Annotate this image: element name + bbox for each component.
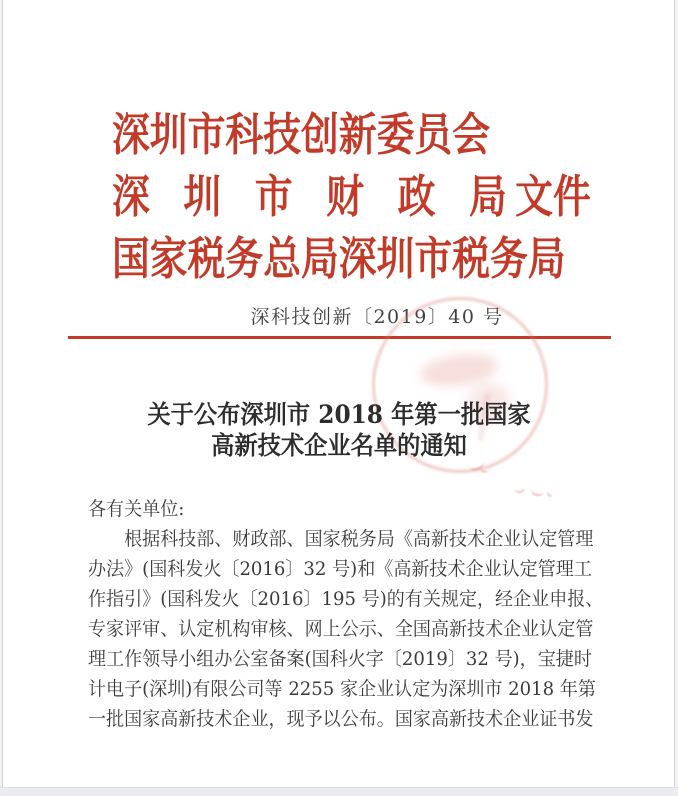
seal-ink-mark xyxy=(513,482,526,494)
body-line: 理工作领导小组办公室备案(国科火字〔2019〕32 号)，宝捷时 xyxy=(88,648,592,670)
agency-header xyxy=(112,104,591,290)
body-line: 一批国家高新技术企业，现予以公布。国家高新技术企业证书发 xyxy=(88,708,594,730)
body-line: 根据科技部、财政部、国家税务局《高新技术企业认定管理 xyxy=(124,528,594,550)
body-line: 办法》(国科发火〔2016〕32 号)和《高新技术企业认定管理工 xyxy=(88,558,592,580)
seal-smudge xyxy=(418,350,499,391)
header-suffix-wenjian: 文件 xyxy=(515,170,591,223)
salutation: 各有关单位: xyxy=(88,498,185,520)
header-line-1: 深圳市科技创新委员会 xyxy=(112,108,491,161)
body-line: 专家评审、认定机构审核、网上公示、全国高新技术企业认定管 xyxy=(88,618,594,640)
page-edge-left-line xyxy=(2,0,3,796)
document-number: 深科技创新〔2019〕40 号 xyxy=(250,306,504,328)
body-line: 作指引》(国科发火〔2016〕195 号)的有关规定，经企业申报、 xyxy=(88,588,604,610)
body-line: 计电子(深圳)有限公司等 2255 家企业认定为深圳市 2018 年第 xyxy=(88,678,596,700)
department-name: 深圳市财政局 xyxy=(112,170,507,223)
page-edge-bottom xyxy=(0,787,678,796)
title-line-1: 关于公布深圳市 2018 年第一批国家 xyxy=(147,400,531,429)
title-line-2: 高新技术企业名单的通知 xyxy=(211,431,467,460)
document-body xyxy=(88,494,620,734)
red-divider xyxy=(68,336,611,339)
header-line-3: 国家税务总局深圳市税务局 xyxy=(112,232,566,285)
header-line-2 xyxy=(112,166,591,228)
page-edge-right-line xyxy=(674,0,675,796)
document-title xyxy=(24,399,655,461)
